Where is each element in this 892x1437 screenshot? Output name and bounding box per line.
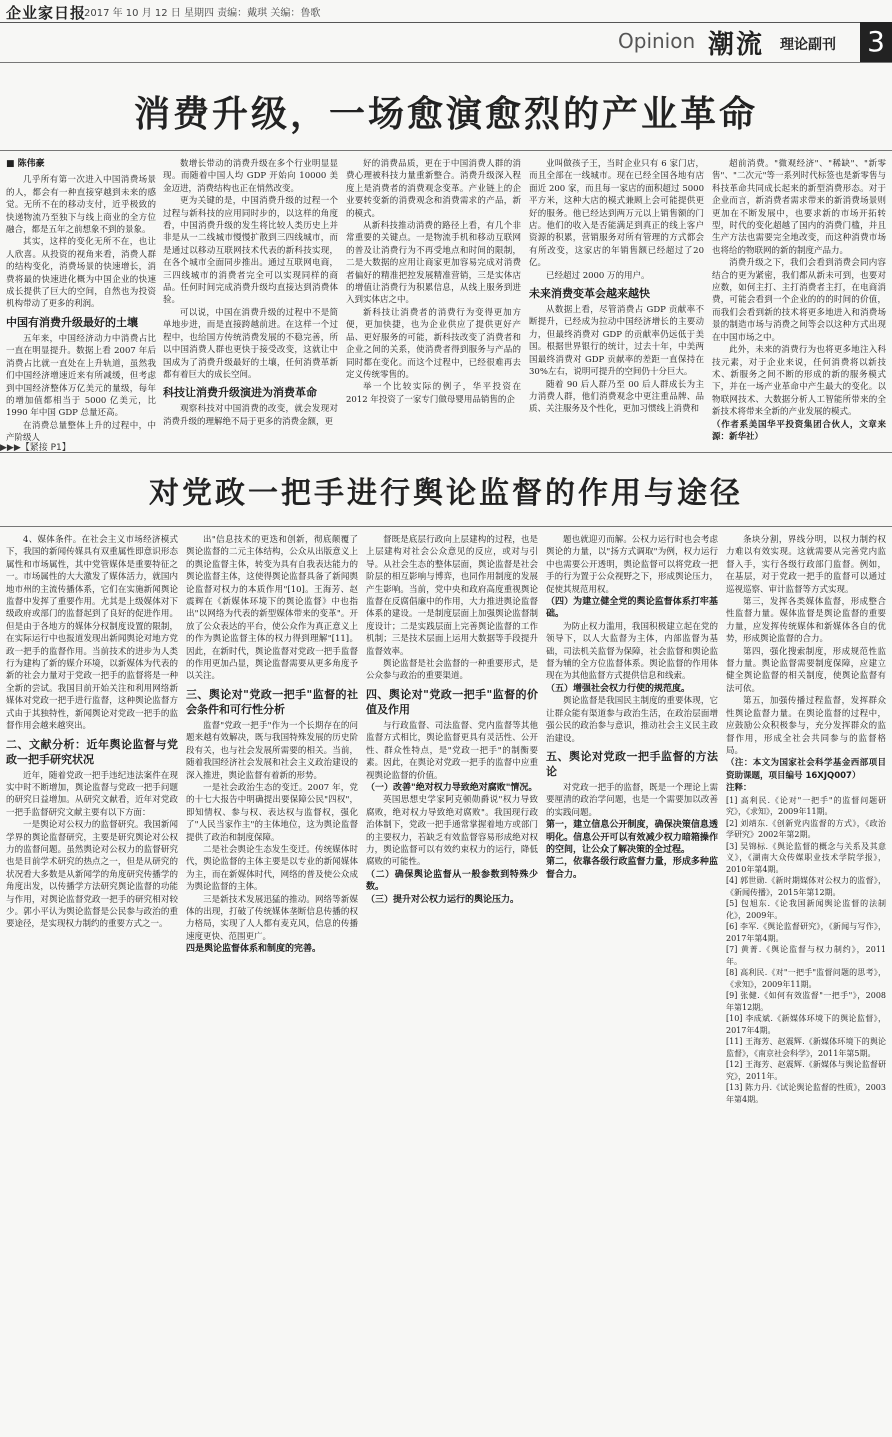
reference-item: [4] 郭世勋.《新时期媒体对公权力的监督》，《新闻传播》，2015年第12期。 [726,876,886,897]
article1-col2 [163,158,338,434]
paragraph: 条块分割，界线分明，以权力制约权力难以有效实现。这就需要从完善党内监督入手，实行各级行政部门监督。例如，在基层，对于党政一把手的监督可以通过巡视巡察、审计监督等方式实现。 [726,535,886,595]
paragraph: 已经超过 2000 万的用户。 [546,270,650,281]
subheading: 第一，建立信息公开制度，确保决策信息透明化。信息公开可以有效减少权力暗箱操作的空间，让公众了解决策的全过程。 [546,820,718,855]
paragraph: 超前消费。"微观经济"、"稀缺"、"新零售"、"二次元"等一系列时代标签也是新零售与科技革命共同成长起来的新型消费形态。对于企业而言，新消费者需求带来的新消费场景则更加在不断发展中，也要求新的市场开拓转型，时代的变化超越了国内的消费门槛，并且生产方法也需要完全地改变，而这种消费市场也将给的物联网的新的制度产品力。 [712,159,886,256]
reference-item: [9] 张健.《如何有效监督"一把手"》，2008年第12期。 [726,991,886,1012]
paragraph: 更为关键的是，中国消费升级的过程一个过程与新科技的应用同时步的，以这样的角度看，中国消费升级的发生将比较人类历史上并非是从一二线城市慢慢扩散到三四线城市，而是通过以移动互联网技术代表的新科技实现，在各个城市全面同步推出。通过互联网电商，三四线城市的消费者完全可以实现同样的商品。任何时间完成消费升级均直接达到消费体验。 [163,196,338,306]
opinion-label: Opinion [618,29,696,53]
reference-item: [13] 陈力丹.《试论舆论监督的性质》，2003年第4期。 [726,1083,886,1104]
paragraph: 舆论监督是我国民主制度的重要体现，它让群众能有渠道参与政治生活，在政治层面增强公民的政治参与意识，推动社会主义民主政治建设。 [546,696,718,744]
reference-item: [8] 高利民.《对"一把手"监督问题的思考》，《求知》，2009年11期。 [726,968,886,989]
masthead-bar [0,0,892,23]
reference-item: [3] 吴锦标.《舆论监督的概念与关系及其意义》，《湖南大众传媒职业技术学院学报》，2010年第4期。 [726,841,886,874]
paragraph: 督既是底层行政向上层建构的过程，也是上层建构对社会公众意见的反应，或对与引导。从社会生态的整体层面，舆论监督是社会阶层的相互影响与博弈，也同作用制度的发展产生影响。当前，党中央和政府高度重视舆论监督在反腐倡廉中的作用，大力推进舆论监督体系的建设。一是制度层面上加强舆论监督制度设计；二是实践层面上完善舆论监督的工作机制；三是技术层面上运用大数据等手段提升监督效率。 [366,535,538,657]
paragraph: 从新科技推动消费的路径上看，有几个非常重要的关键点。一是物流手机和移动互联网的普及让消费行为不再受地点和时间的限制，二是大数据的应用让商家更加容易完成对消费者偏好的精准把控发展精准营销，三是实体店的增值让消费行为积累信息，从线上服务到进入到实体店之中。 [346,221,521,306]
subheading: （五）增强社会权力行使的规范度。 [546,683,691,694]
article1-title: 消费升级，一场愈演愈烈的产业革命 [133,94,758,135]
paper-name: 企业家日报 [6,4,87,22]
references-title: 注释： [726,783,752,794]
reference-item: [2] 刘靖东.《创新党内监督的方式》，《政治学研究》2002年第2期。 [726,818,886,840]
paragraph: 此外，未来的消费行为也将更多地注入科技元素，对于企业来说，任何消费将以新技术、新服务之间不断的形成的新的服务模式下，并在一场产业革命中产生最大的变化。以物联网技术、大数据分析人工智能所带来的全新技术将带来全新的产业发展的模式。 [712,345,886,418]
section-subtitle: 理论副刊 [780,37,836,53]
paragraph: 为防止权力滥用，我国积极建立起在党的领导下，以人大监督为主体，内部监督为基础，司法机关监督为保障，社会监督和舆论监督为辅的全方位监督体系。舆论监督的作用体现在为其他监督方式提供信息和线索。 [546,621,718,682]
article2-col3 [366,534,538,1432]
paragraph: 英国思想史学家阿克顿勋爵说"权力导致腐败，绝对权力导致绝对腐败"。我国现行政治体制下，党政一把手通常掌握着地方或部门的主要权力，若缺乏有效监督容易形成绝对权力，舆论监督可以有效约束权力的运行，降低腐败的可能性。 [366,795,538,868]
article2-divider [0,526,892,527]
paragraph: 三是新技术发展迅猛的推动。网络等新媒体的出现，打破了传统媒体垄断信息传播的权力格局，实现了人人都有麦克风，信息的传播速度更快、范围更广。 [186,894,358,942]
subheading: （一）改善"绝对权力导致绝对腐败"情况。 [366,782,538,793]
article2-col1 [6,534,178,1432]
paragraph: 二是社会舆论生态发生变迁。传统媒体时代，舆论监督的主体主要是以专业的新闻媒体为主，而在新媒体时代，网络的普及使公众成为舆论监督的主体。 [186,844,358,893]
paragraph: 近年，随着党政一把手违纪违法案件在现实中时不断增加，舆论监督与党政一把手问题的研究日益增加。从研究文献看，近年对党政一把手监督研究文献主要有以下方面： [6,770,178,818]
paragraph: 第四，强化搜索制度，形成规范性监督力量。舆论监督需要制度保障，应建立健全舆论监督的相关制度，使舆论监督有法可依。 [726,646,886,694]
reference-item: [7] 黄菁.《舆论监督与权力制约》，2011年。 [726,945,886,966]
article1-col3 [346,158,521,434]
header-divider [0,62,892,63]
article1-divider [0,150,892,151]
paragraph: 举一个比较实际的例子，华平投资在 2012 年投资了一家专门做母婴用品销售的企 [346,382,521,405]
reference-item: [6] 李军.《舆论监督研究》，《新闻与写作》，2017年第4期。 [726,922,886,943]
section-banner [600,24,858,60]
subheading: （四）为建立健全党的舆论监督体系打牢基础。 [546,597,718,620]
paragraph: 消费升级之下，我们会看到消费会同内容结合的更为紧密，我们都从新未可到，也要对应数，如何主打、主打消费者主打，在电商消费，可能会看到一个企业的的的时间的价值，而我们会看到新的技术将更多地进入和消费场景的制造市场与消费之间等会以这种方式出现在中国市场之中。 [712,258,886,343]
section-heading: 三、舆论对"党政一把手"监督的社会条件和可行性分析 [186,687,358,716]
reference-item: [10] 李成斌.《新媒体环境下的舆论监督》，2017年4期。 [726,1014,886,1035]
article1-col1 [6,158,156,444]
section-heading: 未来消费变革会越来越快 [529,287,650,301]
subheading: （三）提升对公权力运行的舆论压力。 [366,894,520,905]
paragraph: 与行政监督、司法监督、党内监督等其他监督方式相比，舆论监督更具有灵活性、公开性、群众性特点，是"党政一把手"的制衡要素。因此，在舆论对党政一把手的监督中应重视舆论监督的价值。 [366,720,538,781]
paragraph: 第三，发挥各类媒体监督，形成整合性监督力量。媒体监督是舆论监督的重要力量，应发挥传统媒体和新媒体各自的优势，形成舆论监督的合力。 [726,597,886,645]
paragraph: 好的消费品质，更在于中国消费人群的消费心理被科技力量重新整合。消费升级深入程度上是消费者的消费观念变革。产业链上的企业要转变新的消费观念和消费需求的产品，新的模式。 [346,159,521,219]
reference-item: [5] 包旭东.《论我国新闻舆论监督的法制化》，2009年。 [726,899,886,920]
article2-title: 对党政一把手进行舆论监督的作用与途径 [149,476,743,511]
section-heading: 二、文献分析：近年舆论监督与党政一把手研究状况 [6,737,178,766]
paragraph: 一是舆论对公权力的监督研究。我国新闻学界的舆论监督研究，主要是研究舆论对公权力的监督问题。虽然舆论对公权力的监督研究也是目前学术研究的热点之一，但是从研究的状况看大多数是从新闻学的角度研究传播学的角度出发，以传播学方法研究舆论监督的功能与作用，对舆论监督党政一把手的研究相对较少。郭小平认为舆论监督是公民参与政治的重要途径，是实现权力制约的重要方式之一。 [6,820,178,930]
byline: ■ 陈伟豪 [6,159,45,169]
subheading: 四是舆论监督体系和制度的完善。 [186,944,322,955]
reference-item: [1] 高利民.《论对"一把手"的监督问题研究》，《求知》，2009年11期。 [726,795,886,817]
article2-col2 [186,534,358,1432]
paragraph: 从数据上看，尽管消费占 GDP 贡献率不断提升，已经成为拉动中国经济增长的主要动力，但最终消费对 GDP 的贡献率仍远低于美国。根据世界银行的统计，过去十年，中美两国最终消费对 GDP 贡献率的差距一直保持在 30%左右，说明可提升的空间仍十分巨大。 [529,305,704,378]
reference-item: [12] 王海芳、赵震辉.《新媒体与舆论监督研究》，2011年。 [726,1060,886,1081]
funding-note: （注：本文为国家社会科学基金西部项目资助课题，项目编号 16XJQ007） [726,758,886,781]
paragraph: 舆论监督是社会监督的一种重要形式，是公众参与政治的重要渠道。 [366,659,538,682]
paragraph: 第五，加强传播过程监督，发挥群众性舆论监督力量。在舆论监督的过程中，应鼓励公众积极参与，充分发挥群众的监督作用，形成全社会共同参与的监督格局。 [726,696,886,756]
section-heading: 科技让消费升级演进为消费革命 [163,386,317,400]
continued-marker: ▶▶▶【紧接 P1】 [0,443,71,453]
paragraph: 监督"党政一把手"作为一个长期存在的问题来越有效解决，既与我国特殊发展的历史阶段有关，也与社会发展所需要的相关。当前，随着我国经济社会发展和社会主义政治建设的深入推进，舆论监督有着新的形势。 [186,720,358,781]
paragraph: 观察科技对中国消费的改变，就会发现对消费升级的理解绝不局于更多的消费金额，更 [163,404,338,427]
paragraph: 其实，这样的变化无所不在，也让人欣喜。从投资的视角来看，消费人群的结构变化，消费场景的快速增长，消费将最的快速进化概为中国企业的快速成长提供了巨大的空间，自然也为投资机构带动了更多的利润。 [6,237,156,310]
reference-item: [11] 王海芳、赵震辉.《新媒体环境下的舆论监督》，《南京社会科学》，2011年第5期。 [726,1037,886,1058]
author-note: （作者系美国华平投资集团合伙人，文章来源：新华社） [712,419,886,442]
section-heading: 五、舆论对党政一把手监督的方法论 [546,749,718,778]
subheading: 第二，依靠各级行政监督力量，形成多种监督合力。 [546,857,718,880]
article1-col5 [712,158,886,442]
paragraph: 新科技让消费者的消费行为变得更加方便，更加快捷，也为企业供应了提供更好产品、更好服务的可能，新科技改变了消费者和企业之间的关系，使消费者得到服务与产品的同时都在变化。而这个过程中，已经很难再去定义传统零售的。 [346,307,521,380]
subheading: （二）确保舆论监督从一般参数到特殊少数。 [366,869,538,893]
paragraph: 业叫做孩子王，当时企业只有 6 家门店，而且全部在一线城市。现在已经全国各地有店面近 200 家，而且每一家店的面积超过 5000 平方米，这种大店的模式兼顾上会可能提供更好的服务。他已经达到两万元以上销售额的门店。他们的收入是否能满足到真正的线上客户资源的积累，营销服务对所有管理的方式都会有所改变，这家店的年销售额已经超过了20亿。 [529,159,704,269]
article2-col5 [726,534,886,1432]
page-number: 3 [860,22,892,62]
paragraph: 对党政一把手的监督，既是一个理论上需要厘清的政治学问题，也是一个需要加以改善的实践问题。 [546,782,718,818]
article2-col4 [546,534,718,1432]
paragraph: 4、媒体条件。在社会主义市场经济模式下，我国的新闻传媒具有双重属性即意识形态属性和市场属性，其中党管媒体是重要特征之一。市场属性的大大激发了媒体活力，就国内地市州的主流传播体系，它们在实施新闻舆论监督中发挥了重要作用。尤其是上级媒体对下级政府或部门的监督起到了良好的促进作用。但是由于各地方的媒体分权制度设置的限制，在实际运行中也报道发现出新闻舆论对地方党政一把手的监督作用。当前技术的进步为人类行为建构了新的媒介环境，以新媒体为代表的新的社会力量对于党政一把手的监督将是一种全新的尝试。我国目前开始关注和利用网络新媒体对党政一把手进行监督，这种舆论监督方式由于其独特性，新闻舆论对党政一把手的监督作用会越来越突出。 [6,535,178,732]
section-heading: 中国有消费升级最好的土壤 [6,315,138,329]
article1-col4 [529,158,704,434]
paragraph: 出"信息技术的更迭和创新，彻底颠覆了舆论监督的二元主体结构，公众从出版意义上的舆论监督主体，转变为具有自我表达能力的舆论监督主体，这使得舆论监督具备了新闻舆论监督对权力的本质作用"[10]。王海芳、赵震辉在《新媒体环境下的舆论监督》中也指出"以网络为代表的新型媒体带来的变革"。开放了公众表达的平台，使公众作为真正意义上的作为舆论监督主体的权力得到理解"[11]。因此，在新时代，舆论监督对党政一把手监督的作用更加凸显，舆论监督需要从更多角度予以关注。 [186,535,358,682]
paragraph: 在消费总量整体上升的过程中，中产阶级人 [6,420,156,444]
section-title: 潮流 [708,30,765,60]
paragraph: 几乎所有第一次进入中国消费场景的人，都会有一种直接穿越到未来的感觉。无所不在的移动支付，近乎极致的快递物流乃至独下与线上商业的全方位融合，都是五年之前想象不到的景象。 [6,175,156,236]
article2-top-divider [0,452,892,453]
section-heading: 四、舆论对"党政一把手"监督的价值及作用 [366,687,538,716]
paragraph: 题也就迎刃而解。公权力运行时也会考虑舆论的力量，以"扬方式调取"为例，权力运行中也需要公开透明，舆论监督可以将党政一把手的行为置于公众视野之下，形成舆论压力，促使其规范用权。 [546,535,718,595]
paragraph: 随着 90 后人群乃至 00 后人群成长为主力消费人群，他们消费观念中更注重品牌、品质、关注服务及个性化，更加习惯线上消费和 [529,379,704,415]
paragraph: 可以说，中国在消费升级的过程中不是简单地步进，而是直接跨越前进。在这样一个过程中，也给国方传统消费发展的不稳完善，所以中国消费人群也更快于接受改变，这就让中国成为了消费升级最好的土壤，任何消费革新都有着巨大的成长空间。 [163,307,338,380]
paragraph: 数增长带动的消费升级在多个行业明显显现。而随着中国人均 GDP 开始向 10000 美金迈进，消费结构也正在悄然改变。 [163,159,338,194]
paragraph: 五年来，中国经济动力中消费占比一直在明显提升。数据上看 2007 年后消费占比就一直处在上升轨道，虽然我们中国经济增速近来有所减缓，但考虑到中国经济整体万亿美元的量级，每年的增加值都相当于 5000 亿美元，比 1990 年中国 GDP 总量还高。 [6,333,156,419]
issue-meta: 2017 年 10 月 12 日 星期四 责编：戴琪 关编：鲁歌 [84,8,321,19]
paragraph: 一是社会政治生态的变迁。2007 年，党的十七大报告中明确提出要保障公民"四权"，即知情权、参与权、表达权与监督权，强化了"人民当家作主"的主体地位，这为舆论监督提供了政治和制度保障。 [186,782,358,843]
